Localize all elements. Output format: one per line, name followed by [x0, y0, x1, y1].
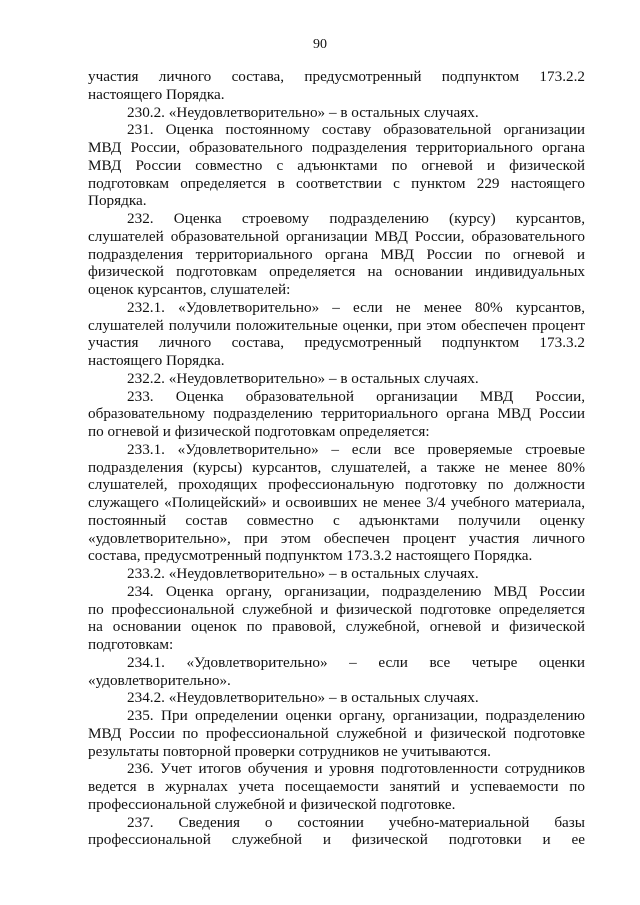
text-line: результаты повторной проверки сотрудников не учитываются. — [88, 742, 491, 760]
text-line: физической подготовкам определяется на основании индивидуальных — [88, 263, 585, 281]
text-line: на основании оценок по правовой, служебной, огневой и физической — [88, 618, 585, 636]
text-line: по огневой и физической подготовкам определяется: — [88, 423, 430, 440]
text-line: «удовлетворительно». — [88, 671, 231, 689]
text-line: слушателей получили положительные оценки, при этом обеспечен процент — [88, 316, 585, 334]
text-line: слушателей образовательной организации МВД России, образовательного — [88, 227, 585, 245]
text-line: МВД России, образовательного подразделения территориального органа — [88, 139, 585, 156]
text-line: 232. Оценка строевому подразделению (курсу) курсантов, — [127, 210, 585, 227]
text-line: оценок курсантов, слушателей: — [88, 281, 291, 298]
text-line: подготовкам: — [88, 636, 174, 653]
document-body — [88, 68, 585, 849]
text-line: 233.1. «Удовлетворительно» – если все проверяемые строевые — [127, 440, 585, 458]
text-line: профессиональной служебной и физической подготовки и ее — [88, 831, 585, 849]
text-line: 234.2. «Неудовлетворительно» – в остальных случаях. — [127, 689, 479, 707]
text-line: профессиональной служебной и физической подготовке. — [88, 795, 456, 813]
text-line: по профессиональной служебной и физической подготовке определяется — [88, 600, 585, 618]
text-line: подразделения (курсы) курсантов, слушателей, а также не менее 80% — [88, 458, 585, 476]
text-line: ведется в журналах учета посещаемости занятий и успеваемости по — [88, 778, 585, 795]
text-line: «удовлетворительно», при этом обеспечен процент участия личного — [88, 529, 585, 547]
text-line: настоящего Порядка. — [88, 85, 225, 103]
text-line: служащего «Полицейский» и освоивших не менее 3/4 учебного материала, — [88, 494, 585, 511]
text-line: 230.2. «Неудовлетворительно» – в остальных случаях. — [127, 103, 479, 121]
text-line: подготовкам определяется в соответствии с пунктом 229 настоящего — [88, 174, 585, 192]
text-line: постоянный состав совместно с адъюнктами получили оценку — [88, 511, 585, 529]
text-line: 235. При определении оценки органу, организации, подразделению — [127, 707, 585, 724]
text-line: 232.1. «Удовлетворительно» – если не менее 80% курсантов, — [127, 298, 585, 316]
text-line: МВД России совместно с адъюнктами по огневой и физической — [88, 156, 585, 174]
text-line: 233. Оценка образовательной организации МВД России, — [127, 387, 585, 405]
text-line: подразделения территориального органа МВД России по огневой и — [88, 245, 585, 263]
text-line: состава, предусмотренный подпунктом 173.3.2 настоящего Порядка. — [88, 547, 533, 565]
text-line: 234.1. «Удовлетворительно» – если все четыре оценки — [127, 653, 585, 671]
text-line: настоящего Порядка. — [88, 352, 225, 369]
text-line: 237. Сведения о состоянии учебно-материальной базы — [127, 813, 585, 831]
text-line: слушателей, проходящих профессиональную подготовку по должности — [88, 476, 585, 494]
text-line: Порядка. — [88, 192, 147, 210]
text-line: 233.2. «Неудовлетворительно» – в остальных случаях. — [127, 565, 479, 582]
text-line: образовательному подразделению территориального органа МВД России — [88, 405, 585, 423]
text-line: 232.2. «Неудовлетворительно» – в остальных случаях. — [127, 369, 479, 387]
text-line: 231. Оценка постоянному составу образовательной организации — [127, 121, 585, 139]
page-number: 90 — [313, 37, 327, 52]
text-line: 236. Учет итогов обучения и уровня подготовленности сотрудников — [127, 760, 585, 778]
text-line: 234. Оценка органу, организации, подразделению МВД России — [127, 582, 585, 600]
text-line: участия личного состава, предусмотренный подпунктом 173.3.2 — [88, 334, 585, 352]
text-line: МВД России по профессиональной служебной и физической подготовке — [88, 724, 585, 742]
text-line: участия личного состава, предусмотренный подпунктом 173.2.2 — [88, 68, 585, 85]
